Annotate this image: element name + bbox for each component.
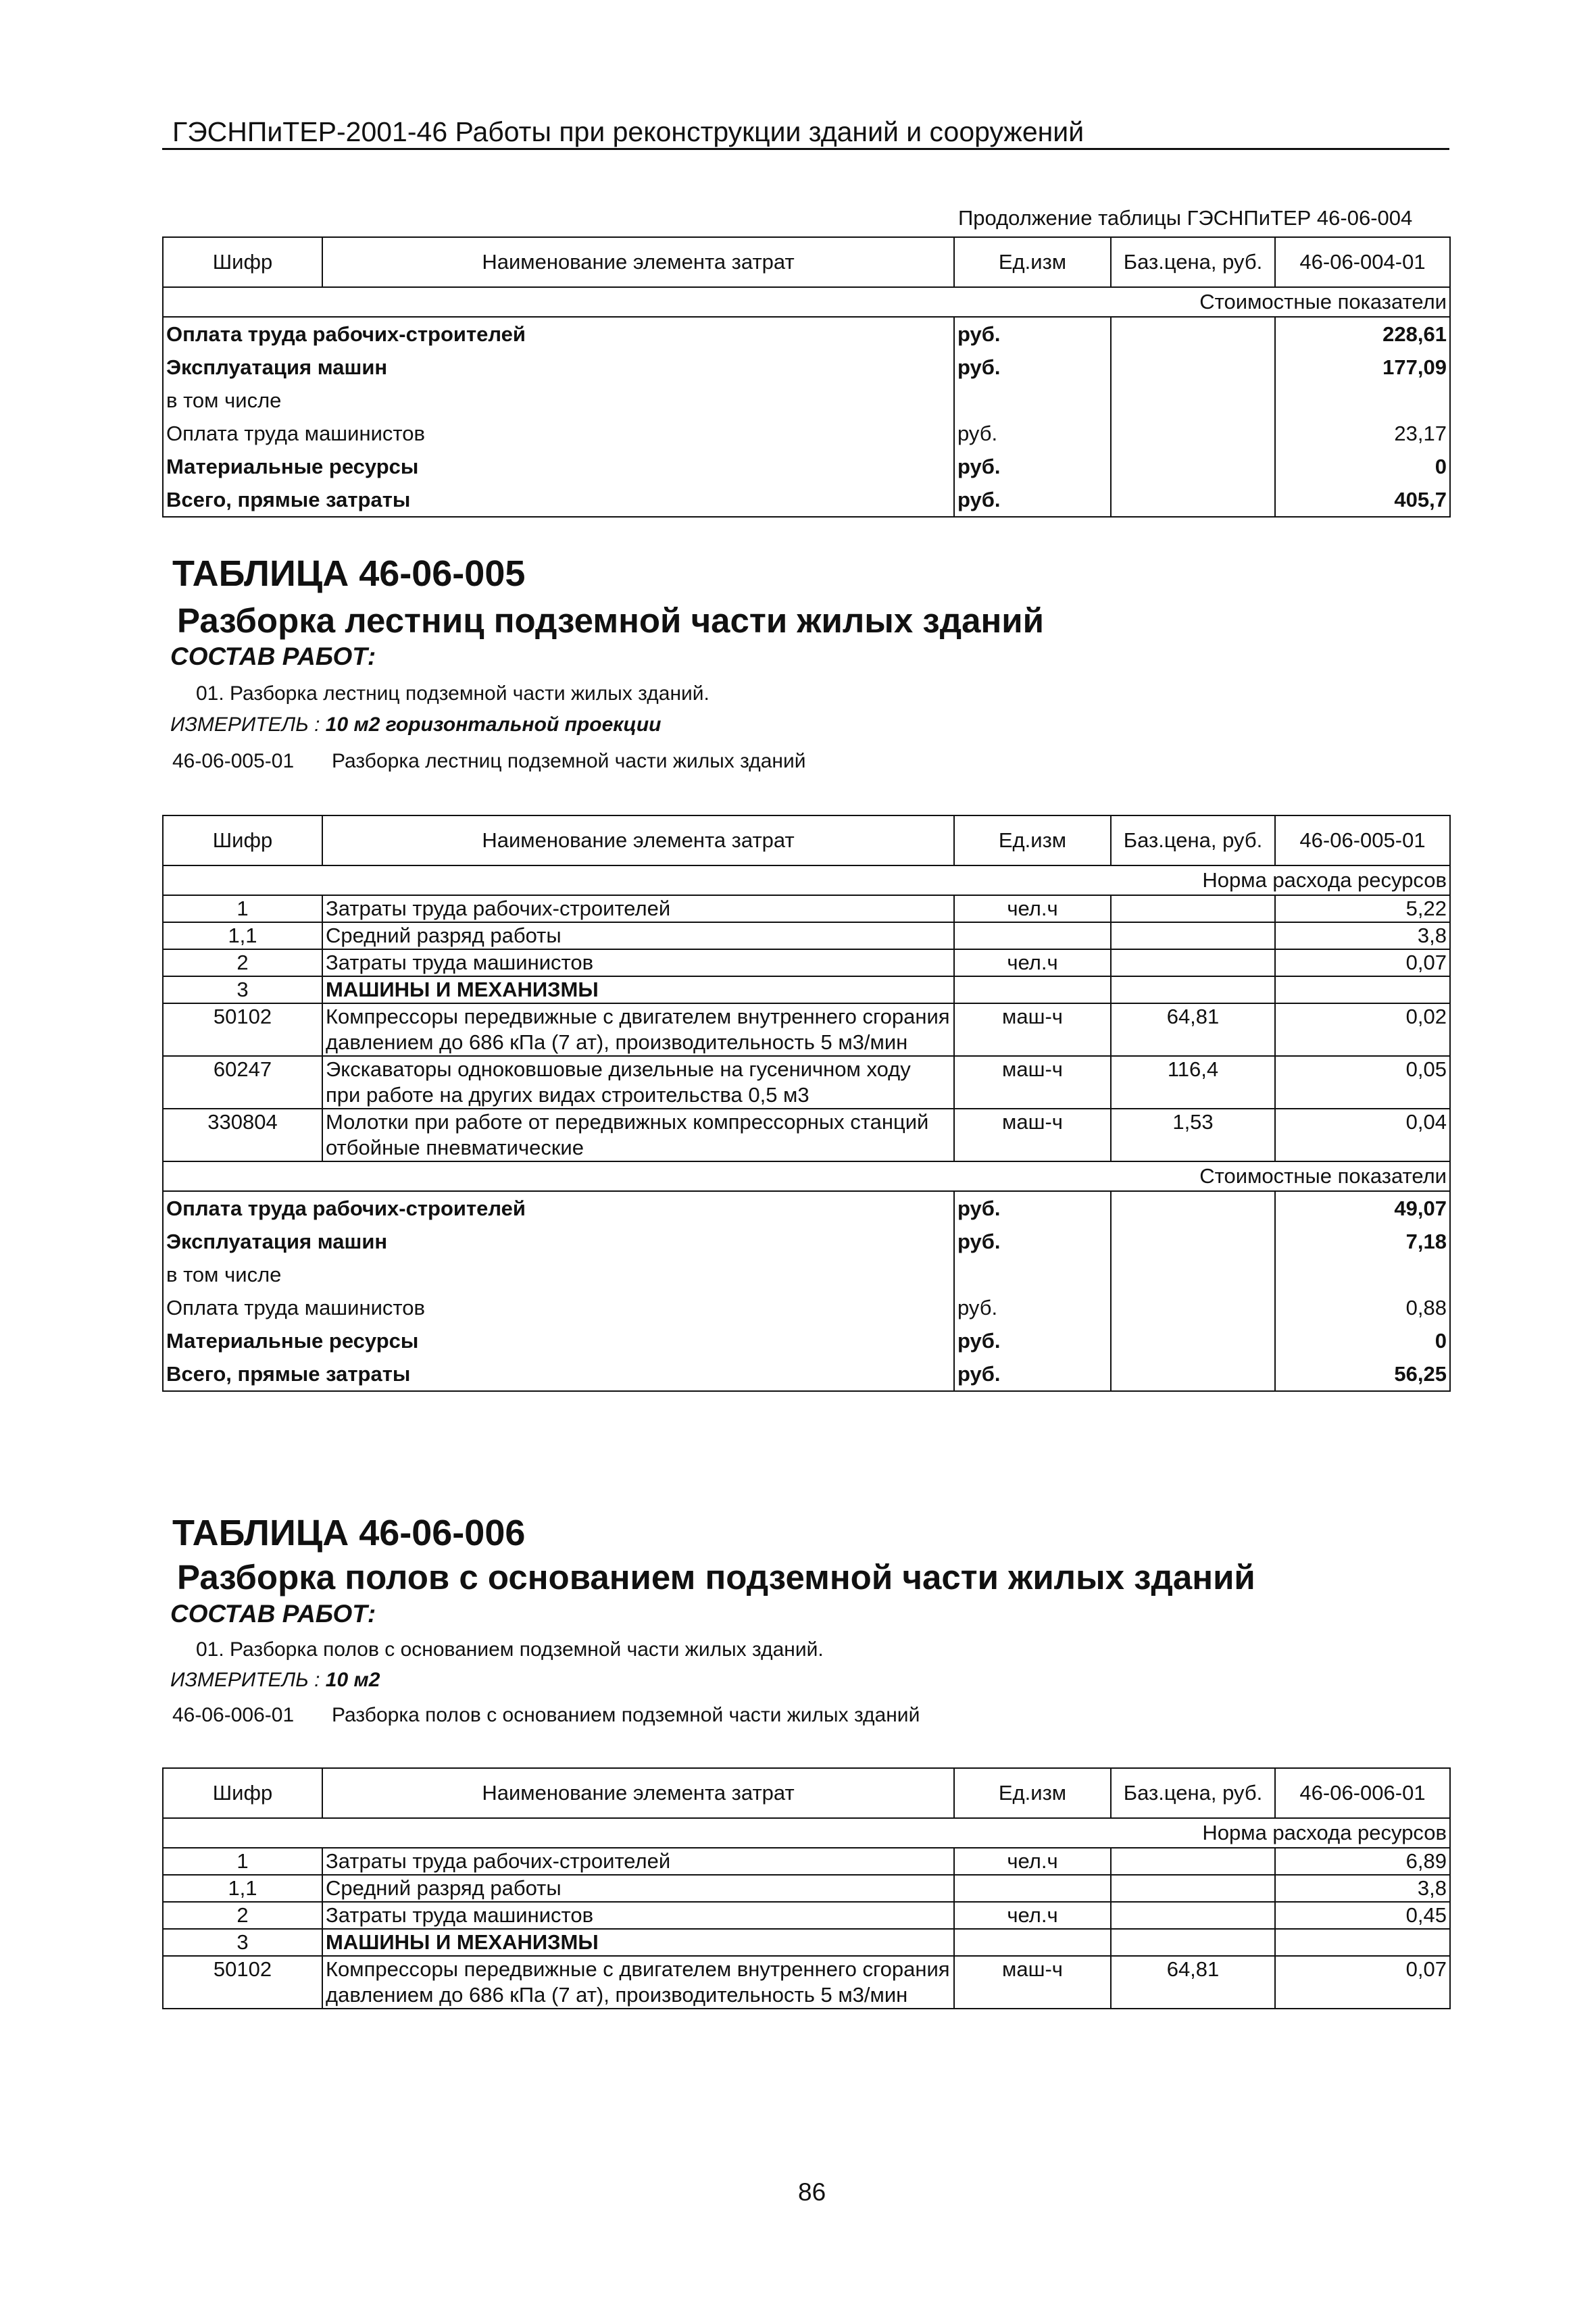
resource-row bbox=[163, 1109, 1450, 1161]
header-rule bbox=[162, 148, 1449, 150]
resource-price: 116,4 bbox=[1111, 1056, 1275, 1109]
band-row bbox=[163, 1818, 1450, 1848]
table-006-composition-label: СОСТАВ РАБОТ: bbox=[170, 1600, 376, 1628]
cost-price bbox=[1111, 1258, 1275, 1291]
table-46-06-005 bbox=[162, 815, 1451, 1392]
cost-name: в том числе bbox=[163, 384, 954, 417]
cost-row bbox=[163, 1291, 1450, 1324]
resource-price bbox=[1111, 1902, 1275, 1929]
table-006-work-item: 01. Разборка полов с основанием подземной части жилых зданий. bbox=[196, 1638, 824, 1661]
resource-price bbox=[1111, 1929, 1275, 1956]
resource-value: 0,07 bbox=[1275, 1956, 1450, 2009]
resource-name: Компрессоры передвижные с двигателем внутреннего сгорания давлением до 686 кПа (7 ат), производительность 5 м3/мин bbox=[322, 1003, 954, 1056]
band-cost-indicators: Стоимостные показатели bbox=[163, 287, 1450, 317]
resource-unit: чел.ч bbox=[954, 949, 1111, 976]
cost-price bbox=[1111, 1324, 1275, 1357]
resource-value bbox=[1275, 1929, 1450, 1956]
resource-name: Затраты труда машинистов bbox=[322, 949, 954, 976]
band-norm: Норма расхода ресурсов bbox=[163, 865, 1450, 895]
resource-name: МАШИНЫ И МЕХАНИЗМЫ bbox=[322, 976, 954, 1003]
cost-name: в том числе bbox=[163, 1258, 954, 1291]
resource-price: 64,81 bbox=[1111, 1003, 1275, 1056]
cost-value: 0,88 bbox=[1275, 1291, 1450, 1324]
resource-row bbox=[163, 1848, 1450, 1875]
cost-unit bbox=[954, 1258, 1111, 1291]
table-header-row bbox=[163, 237, 1450, 287]
column-header-base-price: Баз.цена, руб. bbox=[1111, 815, 1275, 865]
resource-row bbox=[163, 1875, 1450, 1902]
cost-name: Всего, прямые затраты bbox=[163, 483, 954, 517]
band-row bbox=[163, 287, 1450, 317]
resource-unit: маш-ч bbox=[954, 1956, 1111, 2009]
resource-row bbox=[163, 1956, 1450, 2009]
meter-label: ИЗМЕРИТЕЛЬ : bbox=[170, 1669, 320, 1691]
column-header-unit: Ед.изм bbox=[954, 1768, 1111, 1818]
table-header-row bbox=[163, 815, 1450, 865]
band-row bbox=[163, 865, 1450, 895]
resource-code: 3 bbox=[163, 1929, 322, 1956]
column-header-unit: Ед.изм bbox=[954, 815, 1111, 865]
resource-code: 60247 bbox=[163, 1056, 322, 1109]
resource-value: 0,02 bbox=[1275, 1003, 1450, 1056]
resource-name: Средний разряд работы bbox=[322, 1875, 954, 1902]
cost-value: 177,09 bbox=[1275, 351, 1450, 384]
cost-row bbox=[163, 351, 1450, 384]
cost-unit bbox=[954, 384, 1111, 417]
cost-value: 405,7 bbox=[1275, 483, 1450, 517]
band-row bbox=[163, 1161, 1450, 1191]
cost-price bbox=[1111, 1357, 1275, 1391]
cost-unit: руб. bbox=[954, 1324, 1111, 1357]
resource-name: Затраты труда машинистов bbox=[322, 1902, 954, 1929]
table-005-title: ТАБЛИЦА 46-06-005 bbox=[172, 553, 526, 594]
column-header-unit: Ед.изм bbox=[954, 237, 1111, 287]
resource-code: 3 bbox=[163, 976, 322, 1003]
resource-unit: маш-ч bbox=[954, 1109, 1111, 1161]
resource-unit bbox=[954, 1875, 1111, 1902]
cost-price bbox=[1111, 1225, 1275, 1258]
table-46-06-006 bbox=[162, 1767, 1451, 2009]
resource-row bbox=[163, 895, 1450, 922]
resource-row bbox=[163, 1056, 1450, 1109]
column-header-price-code: 46-06-006-01 bbox=[1275, 1768, 1450, 1818]
table-005-work-item: 01. Разборка лестниц подземной части жилых зданий. bbox=[196, 682, 709, 705]
column-header-code: Шифр bbox=[163, 1768, 322, 1818]
table-006-code-line bbox=[172, 1704, 920, 1727]
band-cost-indicators: Стоимостные показатели bbox=[163, 1161, 1450, 1191]
column-header-code: Шифр bbox=[163, 237, 322, 287]
page-number: 86 bbox=[798, 2178, 826, 2206]
resource-code: 50102 bbox=[163, 1956, 322, 2009]
cost-price bbox=[1111, 1291, 1275, 1324]
cost-unit: руб. bbox=[954, 483, 1111, 517]
cost-value: 0 bbox=[1275, 450, 1450, 483]
cost-price bbox=[1111, 351, 1275, 384]
column-header-base-price: Баз.цена, руб. bbox=[1111, 237, 1275, 287]
cost-unit: руб. bbox=[954, 317, 1111, 351]
resource-value: 3,8 bbox=[1275, 1875, 1450, 1902]
cost-row bbox=[163, 417, 1450, 450]
resource-code: 1 bbox=[163, 1848, 322, 1875]
resource-value bbox=[1275, 976, 1450, 1003]
resource-name: Молотки при работе от передвижных компрессорных станций отбойные пневматические bbox=[322, 1109, 954, 1161]
cost-row bbox=[163, 1225, 1450, 1258]
resource-row bbox=[163, 976, 1450, 1003]
column-header-name: Наименование элемента затрат bbox=[322, 1768, 954, 1818]
cost-unit: руб. bbox=[954, 450, 1111, 483]
resource-name: Затраты труда рабочих-строителей bbox=[322, 895, 954, 922]
norm-code: 46-06-005-01 bbox=[172, 750, 295, 772]
resource-row bbox=[163, 1902, 1450, 1929]
resource-code: 1,1 bbox=[163, 1875, 322, 1902]
cost-price bbox=[1111, 1191, 1275, 1225]
cost-unit: руб. bbox=[954, 1357, 1111, 1391]
cost-row bbox=[163, 1324, 1450, 1357]
cost-name: Всего, прямые затраты bbox=[163, 1357, 954, 1391]
column-header-code: Шифр bbox=[163, 815, 322, 865]
cost-name: Оплата труда рабочих-строителей bbox=[163, 1191, 954, 1225]
continuation-caption: Продолжение таблицы ГЭСНПиТЕР 46-06-004 bbox=[958, 206, 1413, 230]
cost-value: 228,61 bbox=[1275, 317, 1450, 351]
cost-price bbox=[1111, 384, 1275, 417]
table-006-meter bbox=[170, 1669, 380, 1692]
cost-name: Оплата труда рабочих-строителей bbox=[163, 317, 954, 351]
cost-unit: руб. bbox=[954, 1225, 1111, 1258]
table-46-06-004 bbox=[162, 236, 1451, 518]
resource-unit: чел.ч bbox=[954, 1902, 1111, 1929]
resource-price bbox=[1111, 949, 1275, 976]
norm-name: Разборка полов с основанием подземной части жилых зданий bbox=[332, 1704, 920, 1726]
resource-name: Затраты труда рабочих-строителей bbox=[322, 1848, 954, 1875]
resource-unit bbox=[954, 1929, 1111, 1956]
cost-value bbox=[1275, 1258, 1450, 1291]
cost-row bbox=[163, 1357, 1450, 1391]
column-header-price-code: 46-06-005-01 bbox=[1275, 815, 1450, 865]
cost-price bbox=[1111, 417, 1275, 450]
cost-unit: руб. bbox=[954, 417, 1111, 450]
resource-value: 0,05 bbox=[1275, 1056, 1450, 1109]
cost-row bbox=[163, 317, 1450, 351]
resource-price bbox=[1111, 1848, 1275, 1875]
resource-price bbox=[1111, 1875, 1275, 1902]
cost-name: Эксплуатация машин bbox=[163, 1225, 954, 1258]
cost-price bbox=[1111, 317, 1275, 351]
resource-price: 64,81 bbox=[1111, 1956, 1275, 2009]
resource-unit bbox=[954, 976, 1111, 1003]
table-006-subtitle: Разборка полов с основанием подземной части жилых зданий bbox=[177, 1558, 1255, 1596]
resource-value: 5,22 bbox=[1275, 895, 1450, 922]
cost-unit: руб. bbox=[954, 351, 1111, 384]
meter-label: ИЗМЕРИТЕЛЬ : bbox=[170, 713, 320, 736]
resource-unit: чел.ч bbox=[954, 895, 1111, 922]
resource-price: 1,53 bbox=[1111, 1109, 1275, 1161]
resource-code: 50102 bbox=[163, 1003, 322, 1056]
resource-code: 2 bbox=[163, 949, 322, 976]
cost-value: 23,17 bbox=[1275, 417, 1450, 450]
resource-unit: маш-ч bbox=[954, 1056, 1111, 1109]
cost-row bbox=[163, 384, 1450, 417]
column-header-price-code: 46-06-004-01 bbox=[1275, 237, 1450, 287]
resource-row bbox=[163, 1003, 1450, 1056]
resource-value: 0,45 bbox=[1275, 1902, 1450, 1929]
cost-price bbox=[1111, 483, 1275, 517]
resource-name: Компрессоры передвижные с двигателем внутреннего сгорания давлением до 686 кПа (7 ат), производительность 5 м3/мин bbox=[322, 1956, 954, 2009]
resource-unit bbox=[954, 922, 1111, 949]
cost-value: 7,18 bbox=[1275, 1225, 1450, 1258]
cost-name: Эксплуатация машин bbox=[163, 351, 954, 384]
resource-price bbox=[1111, 922, 1275, 949]
cost-value: 0 bbox=[1275, 1324, 1450, 1357]
resource-value: 6,89 bbox=[1275, 1848, 1450, 1875]
resource-value: 3,8 bbox=[1275, 922, 1450, 949]
cost-row bbox=[163, 450, 1450, 483]
column-header-base-price: Баз.цена, руб. bbox=[1111, 1768, 1275, 1818]
cost-value: 56,25 bbox=[1275, 1357, 1450, 1391]
meter-value: 10 м2 горизонтальной проекции bbox=[325, 713, 662, 736]
resource-value: 0,04 bbox=[1275, 1109, 1450, 1161]
cost-name: Материальные ресурсы bbox=[163, 450, 954, 483]
cost-price bbox=[1111, 450, 1275, 483]
page-header-title: ГЭСНПиТЕР-2001-46 Работы при реконструкции зданий и сооружений bbox=[172, 116, 1084, 147]
band-norm: Норма расхода ресурсов bbox=[163, 1818, 1450, 1848]
table-005-composition-label: СОСТАВ РАБОТ: bbox=[170, 643, 376, 670]
norm-name: Разборка лестниц подземной части жилых зданий bbox=[332, 750, 806, 772]
resource-row bbox=[163, 949, 1450, 976]
resource-code: 1 bbox=[163, 895, 322, 922]
resource-name: МАШИНЫ И МЕХАНИЗМЫ bbox=[322, 1929, 954, 1956]
column-header-name: Наименование элемента затрат bbox=[322, 815, 954, 865]
column-header-name: Наименование элемента затрат bbox=[322, 237, 954, 287]
resource-code: 1,1 bbox=[163, 922, 322, 949]
cost-value bbox=[1275, 384, 1450, 417]
cost-unit: руб. bbox=[954, 1191, 1111, 1225]
table-005-subtitle: Разборка лестниц подземной части жилых зданий bbox=[177, 601, 1044, 640]
table-005-code-line bbox=[172, 750, 806, 773]
resource-code: 330804 bbox=[163, 1109, 322, 1161]
cost-name: Оплата труда машинистов bbox=[163, 417, 954, 450]
table-006-title: ТАБЛИЦА 46-06-006 bbox=[172, 1513, 526, 1553]
resource-name: Средний разряд работы bbox=[322, 922, 954, 949]
table-005-meter bbox=[170, 713, 662, 736]
cost-row bbox=[163, 1191, 1450, 1225]
cost-row bbox=[163, 483, 1450, 517]
cost-row bbox=[163, 1258, 1450, 1291]
meter-value: 10 м2 bbox=[325, 1669, 380, 1691]
cost-unit: руб. bbox=[954, 1291, 1111, 1324]
resource-price bbox=[1111, 895, 1275, 922]
resource-code: 2 bbox=[163, 1902, 322, 1929]
cost-name: Материальные ресурсы bbox=[163, 1324, 954, 1357]
resource-unit: маш-ч bbox=[954, 1003, 1111, 1056]
resource-row bbox=[163, 1929, 1450, 1956]
resource-price bbox=[1111, 976, 1275, 1003]
table-header-row bbox=[163, 1768, 1450, 1818]
norm-code: 46-06-006-01 bbox=[172, 1704, 295, 1726]
cost-value: 49,07 bbox=[1275, 1191, 1450, 1225]
resource-value: 0,07 bbox=[1275, 949, 1450, 976]
resource-row bbox=[163, 922, 1450, 949]
resource-unit: чел.ч bbox=[954, 1848, 1111, 1875]
resource-name: Экскаваторы одноковшовые дизельные на гусеничном ходу при работе на других видах строительства 0,5 м3 bbox=[322, 1056, 954, 1109]
cost-name: Оплата труда машинистов bbox=[163, 1291, 954, 1324]
